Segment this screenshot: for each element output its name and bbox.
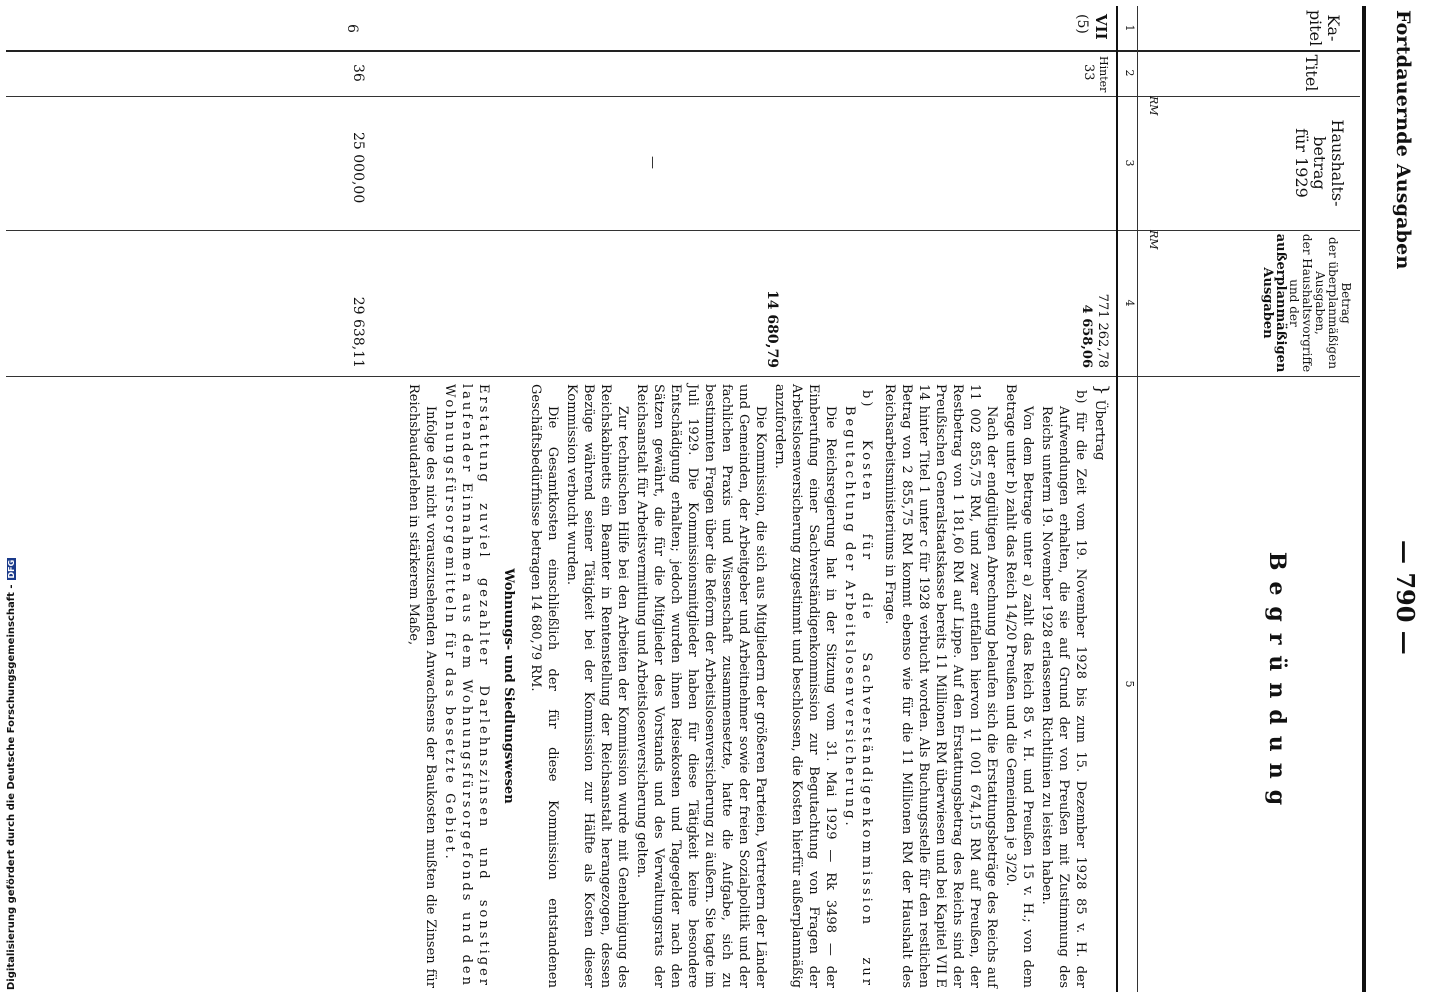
amount-b: 4 658,06 — [1079, 304, 1094, 368]
amount-36: 29 638,11 — [350, 296, 366, 368]
begruendung-text — [403, 384, 1110, 988]
header-begruendung — [1138, 376, 1360, 992]
begruendung-title: Begründung — [1264, 551, 1290, 817]
colnum-5: 5 — [1123, 680, 1136, 688]
para-6: Zur technischen Hilfe bei den Arbeiten der Kommission wurde mit Genehmigung des Reichskabinetts ein Beamter in Rentenstellung der Reichsanstalt herangezogen, dessen Bezüge während seiner Tätigkeit bei der Kommission zur Hälfte als Kosten dieser Kommission verbucht wurden. — [564, 384, 630, 988]
para-7: Die Gesamtkosten einschließlich der für diese Kommission entstandenen Geschäftsbedürfnisse betragen 14 680,79 RM. — [528, 384, 560, 988]
header-haushaltsbetrag-label: Haushalts- betrag für 1929 — [1292, 119, 1347, 207]
column-kapitel — [6, 6, 1360, 52]
colnum-2: 2 — [1123, 69, 1136, 77]
titel-hinter: Hinter — [1097, 56, 1110, 93]
colnum-4: 4 — [1123, 299, 1136, 307]
amount-c: 14 680,79 — [764, 290, 780, 368]
unit-rm-3: RM — [1147, 96, 1160, 116]
dfg-logo: DFG — [7, 559, 16, 579]
colnum-1: 1 — [1123, 24, 1136, 32]
header-ausserplanmaessig — [1130, 230, 1360, 376]
para-3: Nach der endgültigen Abrechnung belaufen sich die Erstattungsbeträge des Reichs auf 11 002 855,75 RM, und zwar entfallen hiervon 11 001 674,15 RM auf Preußen, der Restbetrag von 1 181,60 RM auf Lippe. Auf den Erstattungsbetrag des Reichs sind der Preußischen Generalstaatskasse bereits 11 Millionen RM überwiesen und bei Kapitel VII E 14 hinter Titel 1 unter c für 1928 verbucht worden. Als Buchungsstelle für den restlichen Betrag von 2 855,75 RM kommt ebenso wie für die 11 Millionen RM der Haushalt des Reichsarbeitsministeriums in Frage. — [882, 384, 999, 988]
column-number-rule — [1116, 6, 1118, 992]
para-c: b) Kosten für die Sachverständigenkommission zur Begutachtung der Arbeitslosenversicherung. — [842, 390, 874, 988]
header-kapitel-label: Ka- pitel — [1306, 9, 1343, 47]
header-rule-lower — [1137, 6, 1138, 992]
para-9: Infolge des nicht vorauszusehenden Anwachsens der Baukosten mußten die Zinsen für Reichsbaudarlehen in stärkerem Maße, — [406, 384, 438, 988]
amount-a: 771 262,78 — [1095, 293, 1110, 368]
kapitel-5: (5) — [1074, 14, 1090, 34]
titel-36: 36 — [350, 64, 366, 82]
header-ausserplanmaessig-a: Betrag der überplanmäßigen Ausgaben, der Haushaltsvorgriffe und der — [1287, 233, 1353, 373]
kapitel-vii: VII — [1092, 14, 1110, 40]
page-number: — 790 — — [1391, 540, 1420, 655]
header-kapitel — [1120, 6, 1360, 50]
uebertrag-label: Übertrag — [1092, 399, 1107, 461]
para-4: Die Reichsregierung hat in der Sitzung vom 31. Mai 1929 — Rk 3498 — der Einberufung einer Sachverständigenkommission zur Begutachtung von Fragen der Arbeitslosenversicherung zugestimmt und beschlossen, die Kosten hierfür außerplanmäßig anzufordern. — [772, 384, 838, 988]
para-8: Erstattung zuviel gezahlter Darlehnszinsen und sonstiger laufender Einnahmen aus dem Wohnungsfürsorgefonds und den Wohnungsfürsorgemitteln für das besetzte Gebiet. — [442, 384, 491, 988]
column-titel — [6, 50, 1360, 97]
haushalt-dash: — — [645, 156, 660, 169]
section-heading: Wohnungs- und Siedlungswesen — [501, 568, 516, 804]
header-title: Fortdauernde Ausgaben — [1392, 10, 1414, 270]
budget-table — [6, 6, 1360, 992]
para-2: Von dem Betrage unter a) zahlt das Reich 85 v. H. und Preußen 15 v. H.; von dem Betrage unter b) zahlt das Reich 14/20 Preußen und die Gemeinden je 3/20. — [1003, 384, 1035, 988]
column-haushaltsbetrag — [6, 96, 1360, 231]
kapitel-6: 6 — [344, 24, 360, 33]
header-rule — [1362, 6, 1366, 992]
uebertrag — [1091, 384, 1110, 988]
header-titel-label: Titel — [1302, 54, 1321, 92]
para-b: b) für die Zeit vom 19. November 1928 bis zum 15. Dezember 1928 85 v. H. der Aufwendungen erhalten, die sie auf Grund der von Preußen mit Zustimmung des Reichs unterm 19. November 1928 erlassenen Richtlinien zu leisten haben. — [1039, 390, 1088, 988]
titel-33: 33 — [1081, 64, 1096, 81]
brace-icon: } — [1091, 384, 1112, 396]
haushalt-36: 25 000,00 — [350, 132, 366, 204]
para-5: Die Kommission, die sich aus Mitgliedern der größeren Parteien, Vertretern der Länder und Gemeinden, der Arbeitgeber und Arbeitnehmer sowie der freien Sozialpolitik und der fachlichen Praxis und Wissenschaft zusammensetzte, hatte die Aufgabe, sich zu bestimmten Fragen über die Reform der Arbeitslosenversicherung zu äußern. Sie tagte im Juli 1929. Die Kommissionsmitglieder haben für diese Tätigkeit keine besondere Entschädigung erhalten; jedoch wurden ihnen Reisekosten und Tagegelder nach den Sätzen gewährt, die für die Mitglieder des Vorstands und des Verwaltungsrats der Reichsanstalt für Arbeitsvermittlung und Arbeitslosenversicherung gelten. — [634, 384, 768, 988]
column-begruendung — [6, 376, 1360, 992]
colnum-3: 3 — [1123, 159, 1136, 167]
header-ausserplanmaessig-b: außerplanmäßigen Ausgaben — [1260, 233, 1288, 373]
unit-rm-4: RM — [1147, 230, 1160, 250]
column-ausserplanmaessig — [6, 230, 1360, 377]
credit-label: Digitalisierung gefördert durch die Deutsche Forschungsgemeinschaft - — [6, 584, 17, 990]
page-header — [1376, 10, 1426, 990]
